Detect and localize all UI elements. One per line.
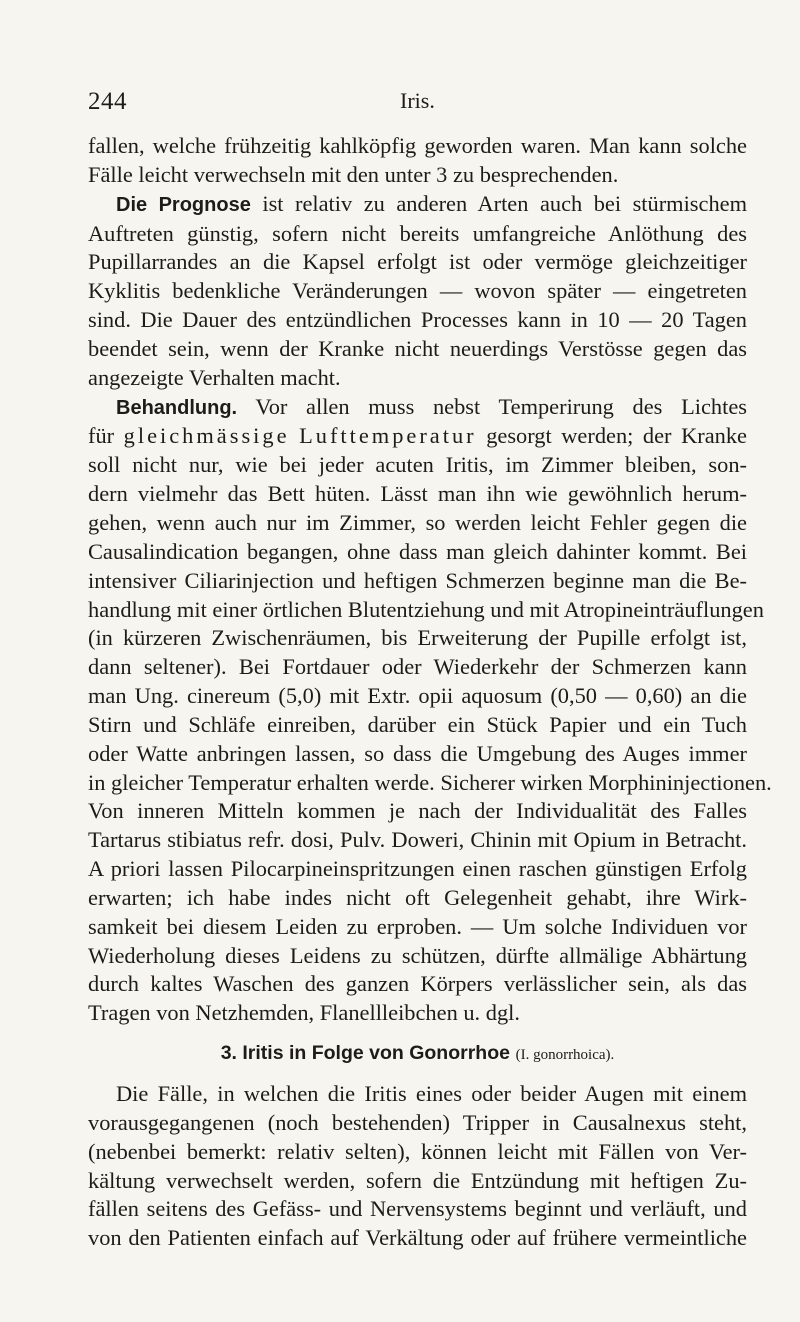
text-line: Kyklitis bedenkliche Veränderungen — wovon später — eingetreten xyxy=(88,278,747,304)
text-line: Causalindication begangen, ohne dass man gleich dahinter kommt. Bei xyxy=(88,538,747,564)
text-line: angezeigte Verhalten macht. xyxy=(88,364,341,390)
page-number: 244 xyxy=(88,88,127,115)
text-line: oder Watte anbringen lassen, so dass die Umgebung des Auges immer xyxy=(88,740,747,766)
text-line: erwarten; ich habe indes nicht oft Gelegenheit gehabt, ihre Wirk- xyxy=(88,884,747,910)
behandlung-run-in: Behandlung. xyxy=(116,396,238,419)
text-line: in gleicher Temperatur erhalten werde. Sicherer wirken Morphininjectionen. xyxy=(88,769,772,795)
text-line: dern vielmehr das Bett hüten. Lässt man ihn wie gewöhnlich herum- xyxy=(88,481,747,507)
text-line: Tragen von Netzhemden, Flanellleibchen u. dgl. xyxy=(88,1000,520,1026)
body-text xyxy=(88,132,772,1253)
text-line: sind. Die Dauer des entzündlichen Processes kann in 10 — 20 Tagen xyxy=(88,307,747,333)
text-line: intensiver Ciliarinjection und heftigen Schmerzen beginne man die Be- xyxy=(88,567,747,593)
text-line: Von inneren Mitteln kommen je nach der Individualität des Falles xyxy=(88,798,747,824)
text-line: Auftreten günstig, sofern nicht bereits umfangreiche Anlöthung des xyxy=(88,220,747,246)
section-heading-suffix: (I. gonorrhoica). xyxy=(515,1047,615,1064)
prognose-run-in: Die Prognose xyxy=(116,193,251,216)
section-heading xyxy=(88,1038,747,1070)
emphasis-spaced: Lufttemperatur xyxy=(299,423,477,449)
text-line: Wiederholung dieses Leidens zu schützen, dürfte allmälige Abhärtung xyxy=(88,942,747,968)
text-line: Fälle leicht verwechseln mit den unter 3 zu besprechenden. xyxy=(88,161,619,187)
text-line: fallen, welche frühzeitig kahlköpfig geworden waren. Man kann solche xyxy=(88,133,747,158)
text-line: fällen seitens des Gefäss- und Nervensystems beginnt und verläuft, und xyxy=(88,1196,747,1222)
text-line: Pupillarrandes an die Kapsel erfolgt ist oder vermöge gleichzeitiger xyxy=(88,249,747,275)
text-line: vorausgegangenen (noch bestehenden) Tripper in Causalnexus steht, xyxy=(88,1109,747,1135)
text-line: Stirn und Schläfe einreiben, darüber ein Stück Papier und ein Tuch xyxy=(88,711,747,737)
text-fragment: gesorgt werden; der Kranke xyxy=(486,423,747,449)
text-fragment: ist relativ zu anderen Arten auch bei stürmischem xyxy=(262,190,747,216)
text-line: (nebenbei bemerkt: relativ selten), können leicht mit Fällen von Ver- xyxy=(88,1138,747,1164)
running-head: Iris. xyxy=(400,88,435,113)
text-fragment: Vor allen muss nebst Temperirung des Lichtes xyxy=(255,393,747,419)
text-line: gehen, wenn auch nur im Zimmer, so werden leicht Fehler gegen die xyxy=(88,509,747,535)
text-fragment: für xyxy=(88,423,115,449)
section-heading-title: 3. Iritis in Folge von Gonorrhoe xyxy=(220,1042,510,1065)
text-line: man Ung. cinereum (5,0) mit Extr. opii aquosum (0,50 — 0,60) an die xyxy=(88,683,747,709)
text-line: handlung mit einer örtlichen Blutentziehung und mit Atropineinträuflungen xyxy=(88,596,764,622)
text-line: soll nicht nur, wie bei jeder acuten Iritis, im Zimmer bleiben, son- xyxy=(88,452,747,478)
text-line: von den Patienten einfach auf Verkältung oder auf frühere vermeintliche xyxy=(88,1225,747,1251)
text-line: samkeit bei diesem Leiden zu erproben. — Um solche Individuen vor xyxy=(88,913,747,939)
page-header xyxy=(88,88,746,118)
emphasis-spaced: gleichmässige xyxy=(123,423,290,449)
text-line: A priori lassen Pilocarpineinspritzungen einen raschen günstigen Erfolg xyxy=(88,856,747,882)
text-line xyxy=(88,190,747,220)
text-line: durch kaltes Waschen des ganzen Körpers verlässlicher sein, als das xyxy=(88,971,747,997)
text-line: beendet sein, wenn der Kranke nicht neuerdings Verstösse gegen das xyxy=(88,335,747,361)
text-line: kältung verwechselt werden, sofern die Entzündung mit heftigen Zu- xyxy=(88,1167,747,1193)
text-line: (in kürzeren Zwischenräumen, bis Erweiterung der Pupille erfolgt ist, xyxy=(88,625,747,651)
text-line: dann seltener). Bei Fortdauer oder Wiederkehr der Schmerzen kann xyxy=(88,654,747,680)
text-line: Tartarus stibiatus refr. dosi, Pulv. Doweri, Chinin mit Opium in Betracht. xyxy=(88,827,747,853)
text-line xyxy=(88,422,747,451)
text-line: Die Fälle, in welchen die Iritis eines oder beider Augen mit einem xyxy=(116,1081,747,1106)
text-line xyxy=(88,393,747,423)
